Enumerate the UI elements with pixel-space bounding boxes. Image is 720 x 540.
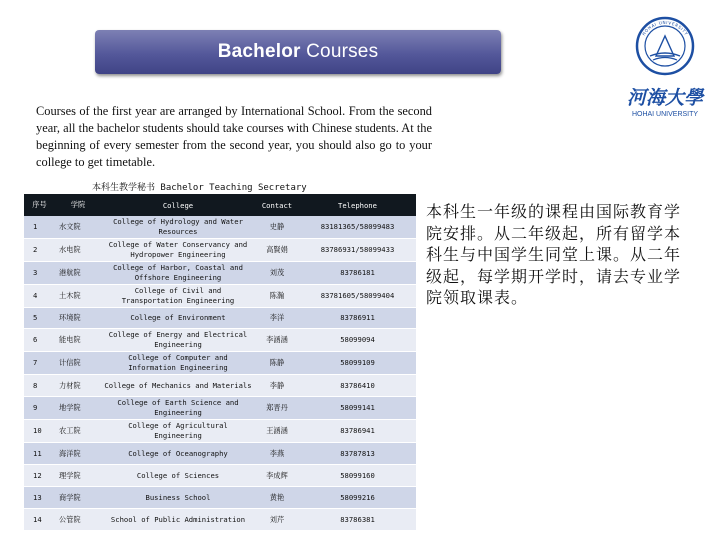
row-college: College of Mechanics and Materials [101,375,255,397]
row-school: 计信院 [55,352,101,375]
row-contact: 刘茂 [255,262,299,285]
page-title-bold: Bachelor [217,41,301,62]
page-title [95,30,501,74]
row-school: 能电院 [55,329,101,352]
row-number: 9 [24,397,55,420]
university-logo [620,12,710,137]
row-school: 力材院 [55,375,101,397]
row-telephone: 83786381 [299,509,416,531]
row-school: 土木院 [55,285,101,308]
logo-en-name: HOHAI UNIVERSITY [631,111,699,118]
row-number: 8 [24,375,55,397]
row-college: College of Sciences [101,465,255,487]
row-number: 13 [24,487,55,509]
table-row [24,239,416,262]
page-title-rest: Courses [306,41,379,62]
row-contact: 黄艳 [255,487,299,509]
row-number: 1 [24,216,55,239]
row-contact: 郑晋丹 [255,397,299,420]
table-row [24,443,416,465]
row-college: College of Water Conservancy and Hydropower Engineering [101,239,255,262]
row-college: College of Hydrology and Water Resources [101,216,255,239]
row-college: College of Energy and Electrical Engineering [101,329,255,352]
row-number: 2 [24,239,55,262]
row-college: School of Public Administration [101,509,255,531]
row-contact: 史静 [255,216,299,239]
logo-cn-name: 河海大學 [626,87,704,109]
row-contact: 陈瀚 [255,285,299,308]
row-school: 环境院 [55,308,101,329]
row-contact: 高賢娟 [255,239,299,262]
table-row [24,509,416,531]
intro-paragraph: Courses of the first year are arranged by International School. From the second year, all the bachelor students should take courses with Chinese students. At the beginning of every semester from the second year, you should also go to your college to get timetable. [36,104,432,169]
col-header-school: 学院 [55,194,101,216]
row-college: College of Computer and Information Engineering [101,352,255,375]
row-contact: 李洋 [255,308,299,329]
table-row [24,329,416,352]
row-number: 7 [24,352,55,375]
row-school: 港航院 [55,262,101,285]
table-row [24,262,416,285]
row-number: 6 [24,329,55,352]
table-row [24,216,416,239]
row-telephone: 83181365/58099483 [299,216,416,239]
row-telephone: 58099141 [299,397,416,420]
university-seal-icon [620,12,710,137]
teaching-secretary-table [24,194,416,531]
row-number: 12 [24,465,55,487]
chinese-summary: 本科生一年级的课程由国际教育学院安排。从二年级起，所有留学本科生与中国学生同堂上课。从二年级起，每学期开学时，请去专业学院领取课表。 [426,202,682,307]
row-telephone: 83786181 [299,262,416,285]
col-header-telephone: Telephone [299,194,416,216]
row-college: College of Environment [101,308,255,329]
row-telephone: 58099094 [299,329,416,352]
row-school: 商学院 [55,487,101,509]
row-telephone: 83781605/58099404 [299,285,416,308]
row-telephone: 83786941 [299,420,416,443]
title-banner [95,30,501,74]
row-school: 水文院 [55,216,101,239]
row-telephone: 83786410 [299,375,416,397]
row-contact: 陈静 [255,352,299,375]
row-number: 5 [24,308,55,329]
row-number: 11 [24,443,55,465]
row-telephone: 58099109 [299,352,416,375]
table-row [24,420,416,443]
row-number: 3 [24,262,55,285]
row-school: 农工院 [55,420,101,443]
row-number: 10 [24,420,55,443]
table-row [24,397,416,420]
row-telephone: 58099216 [299,487,416,509]
table-row [24,285,416,308]
table-row [24,308,416,329]
col-header-no: 序号 [24,194,55,216]
row-contact: 李成辉 [255,465,299,487]
row-college: College of Agricultural Engineering [101,420,255,443]
row-college: College of Earth Science and Engineering [101,397,255,420]
table-row [24,352,416,375]
row-school: 公管院 [55,509,101,531]
col-header-contact: Contact [255,194,299,216]
table-header-row [24,194,416,216]
row-school: 理学院 [55,465,101,487]
table-caption: 本科生教学秘书 Bachelor Teaching Secretary [92,183,307,193]
row-number: 4 [24,285,55,308]
row-contact: 王涵涵 [255,420,299,443]
row-college: College of Harbor, Coastal and Offshore Engineering [101,262,255,285]
table-row [24,375,416,397]
seal-text: HOHAI UNIVERSITY [640,19,690,37]
row-school: 地学院 [55,397,101,420]
table-row [24,465,416,487]
table-body [24,216,416,531]
row-college: Business School [101,487,255,509]
table-row [24,487,416,509]
row-school: 水电院 [55,239,101,262]
row-contact: 李涵涵 [255,329,299,352]
row-telephone: 83786931/58099433 [299,239,416,262]
row-college: College of Civil and Transportation Engineering [101,285,255,308]
row-telephone: 58099160 [299,465,416,487]
row-contact: 李燕 [255,443,299,465]
row-telephone: 83787813 [299,443,416,465]
row-contact: 李静 [255,375,299,397]
row-number: 14 [24,509,55,531]
row-telephone: 83786911 [299,308,416,329]
row-college: College of Oceanography [101,443,255,465]
col-header-college: College [101,194,255,216]
row-school: 海洋院 [55,443,101,465]
row-contact: 刘芹 [255,509,299,531]
